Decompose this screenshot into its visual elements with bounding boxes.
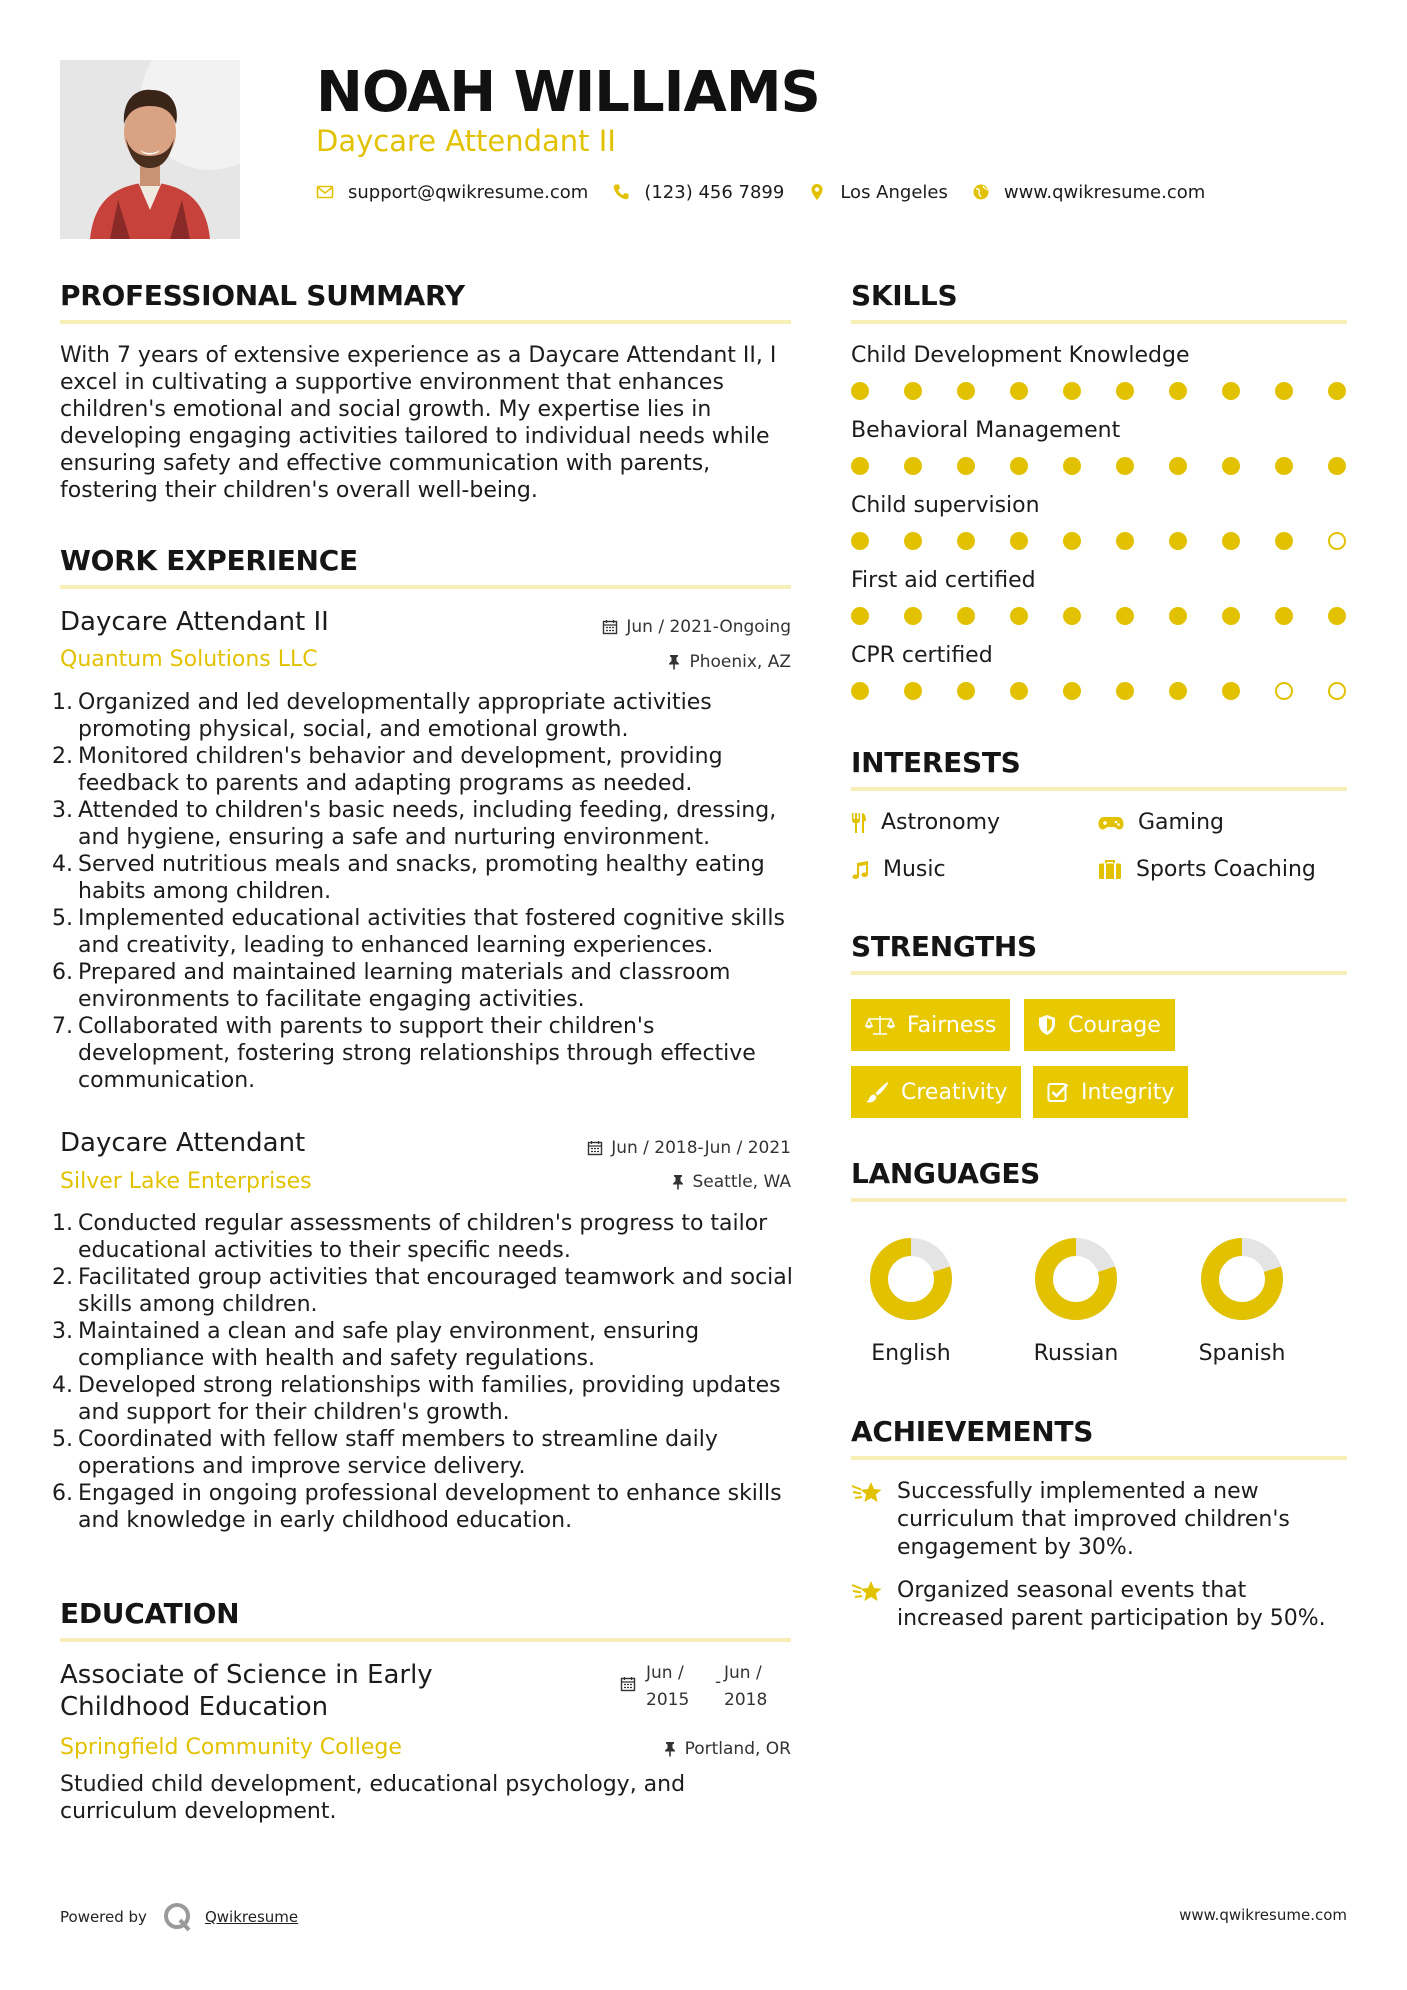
list-item: 6. Prepared and maintained learning materials and classroom environments to facilitate engaging activities. <box>52 960 731 1012</box>
rating-dot-filled <box>1275 532 1293 550</box>
profile-photo <box>60 60 240 239</box>
rating-dot-filled <box>1116 457 1134 475</box>
language-ring <box>868 1236 954 1322</box>
rating-dot-filled <box>1222 457 1240 475</box>
fork-knife-icon <box>851 812 867 834</box>
skill-rating <box>851 382 1351 400</box>
rating-dot-filled <box>1010 607 1028 625</box>
strength-chip: Integrity <box>1033 1066 1188 1118</box>
rating-dot-filled <box>1275 382 1293 400</box>
job-company: Quantum Solutions LLC <box>60 647 318 672</box>
skill-name: Child Development Knowledge <box>851 343 1190 368</box>
list-item: 2. Monitored children's behavior and development, providing feedback to parents and adapting programs as needed. <box>52 744 723 796</box>
balance-scale-icon <box>865 1014 895 1036</box>
rating-dot-filled <box>851 682 869 700</box>
rating-dot-filled <box>1328 607 1346 625</box>
rating-dot-filled <box>1116 682 1134 700</box>
rating-dot-filled <box>957 457 975 475</box>
achievement-item: Successfully implemented a new curriculum that improved children's engagement by 30%. <box>851 1478 1351 1562</box>
rating-dot-filled <box>904 457 922 475</box>
experience-heading: WORK EXPERIENCE <box>60 544 358 577</box>
rating-dot-filled <box>957 682 975 700</box>
envelope-icon <box>316 183 334 201</box>
footer-brand-link[interactable]: Qwikresume <box>204 1908 299 1926</box>
rating-dot-filled <box>957 607 975 625</box>
list-item: 3. Attended to children's basic needs, including feeding, dressing, and hygiene, ensuring a safe and nurturing environment. <box>52 798 777 850</box>
globe-icon <box>972 183 990 201</box>
language-item: Spanish <box>1182 1236 1302 1368</box>
job-location-text: Phoenix, AZ <box>689 652 791 672</box>
rating-dot-filled <box>904 382 922 400</box>
footer-powered-by: Powered by Qwikresume <box>60 1900 298 1934</box>
rating-dot-filled <box>851 607 869 625</box>
list-item: 4. Developed strong relationships with families, providing updates and support for their children's growth. <box>52 1373 781 1425</box>
rating-dot-filled <box>1169 382 1187 400</box>
contact-bar <box>316 177 1229 207</box>
job-bullet-list <box>52 689 795 1094</box>
list-item: 6. Engaged in ongoing professional development to enhance skills and knowledge in early childhood education. <box>52 1481 782 1533</box>
list-item: 5. Implemented educational activities that fostered cognitive skills and creativity, leading to enhanced learning experiences. <box>52 906 785 958</box>
contact-email[interactable]: support@qwikresume.com <box>348 181 589 203</box>
rating-dot-filled <box>1063 532 1081 550</box>
job-location-text: Seattle, WA <box>692 1172 791 1192</box>
skill-name: CPR certified <box>851 643 993 668</box>
check-square-icon <box>1047 1081 1069 1103</box>
rating-dot-filled <box>851 382 869 400</box>
language-ring <box>1199 1236 1285 1322</box>
language-ring <box>1033 1236 1119 1322</box>
strength-chip: Creativity <box>851 1066 1021 1118</box>
footer-website[interactable]: www.qwikresume.com <box>1179 1906 1347 1924</box>
rating-dot-filled <box>1169 607 1187 625</box>
education-divider <box>60 1638 791 1642</box>
skill-name: First aid certified <box>851 568 1036 593</box>
interest-item: Sports Coaching <box>1098 856 1316 884</box>
contact-website[interactable]: www.qwikresume.com <box>1003 181 1206 203</box>
education-start-date: Jun / 2015 <box>646 1663 690 1710</box>
calendar-icon <box>602 619 618 635</box>
rating-dot-filled <box>851 532 869 550</box>
rating-dot-empty <box>1328 532 1346 550</box>
list-item: 2. Facilitated group activities that encouraged teamwork and social skills among children. <box>52 1265 793 1317</box>
achievements-heading: ACHIEVEMENTS <box>851 1415 1094 1448</box>
rating-dot-filled <box>851 457 869 475</box>
rating-dot-filled <box>1116 532 1134 550</box>
rating-dot-empty <box>1275 682 1293 700</box>
strength-chip: Fairness <box>851 999 1010 1051</box>
education-school: Springfield Community College <box>60 1735 402 1760</box>
paintbrush-icon <box>865 1081 889 1103</box>
pushpin-icon <box>671 1174 685 1190</box>
candidate-title: Daycare Attendant II <box>316 124 616 158</box>
rating-dot-filled <box>1116 607 1134 625</box>
list-item: 4. Served nutritious meals and snacks, promoting healthy eating habits among children. <box>52 852 765 904</box>
list-item: 3. Maintained a clean and safe play environment, ensuring compliance with health and safety regulations. <box>52 1319 700 1371</box>
rating-dot-filled <box>1275 607 1293 625</box>
rating-dot-filled <box>904 532 922 550</box>
qwikresume-logo-icon <box>161 1900 195 1934</box>
job-location <box>671 1171 792 1193</box>
skills-heading: SKILLS <box>851 279 958 312</box>
shooting-star-icon <box>851 1579 883 1605</box>
rating-dot-filled <box>1328 382 1346 400</box>
job-date <box>602 616 791 638</box>
skill-rating <box>851 457 1351 475</box>
list-item: 1. Conducted regular assessments of children's progress to tailor educational activities to their specific needs. <box>52 1211 768 1263</box>
rating-dot-filled <box>1010 382 1028 400</box>
language-item: Russian <box>1016 1236 1136 1368</box>
education-degree: Associate of Science in Early Childhood Education <box>60 1660 433 1722</box>
job-title: Daycare Attendant <box>60 1128 306 1158</box>
list-item: 7. Collaborated with parents to support their children's development, fostering strong relationships through effective communication. <box>52 1014 756 1093</box>
rating-dot-filled <box>957 532 975 550</box>
list-item: 1. Organized and led developmentally appropriate activities promoting physical, social, and emotional growth. <box>52 690 712 742</box>
rating-dot-filled <box>1010 457 1028 475</box>
calendar-icon <box>620 1676 636 1692</box>
skill-rating <box>851 532 1351 550</box>
education-date-dash: - <box>715 1672 722 1692</box>
rating-dot-filled <box>904 607 922 625</box>
skills-divider <box>851 320 1347 324</box>
rating-dot-filled <box>1275 457 1293 475</box>
rating-dot-filled <box>1010 532 1028 550</box>
rating-dot-filled <box>1063 607 1081 625</box>
interest-item: Gaming <box>1098 809 1224 837</box>
languages-divider <box>851 1198 1347 1202</box>
skill-name: Behavioral Management <box>851 418 1121 443</box>
education-description: Studied child development, educational psychology, and curriculum development. <box>60 1772 686 1824</box>
gamepad-icon <box>1098 815 1124 831</box>
achievements-divider <box>851 1456 1347 1460</box>
summary-heading: PROFESSIONAL SUMMARY <box>60 279 465 312</box>
education-heading: EDUCATION <box>60 1597 240 1630</box>
achievement-item: Organized seasonal events that increased parent participation by 50%. <box>851 1577 1351 1633</box>
rating-dot-filled <box>1222 382 1240 400</box>
rating-dot-filled <box>1169 532 1187 550</box>
rating-dot-empty <box>1328 682 1346 700</box>
summary-text: With 7 years of extensive experience as a Daycare Attendant II, I excel in cultivating a supportive environment that enhances children's emotional and social growth. My expertise lies in developing engaging activities tailored to individual needs while ensuring safety and effective communication with parents, fostering their children's overall well-being. <box>60 343 777 503</box>
rating-dot-filled <box>1063 457 1081 475</box>
job-location <box>667 651 791 673</box>
contact-phone[interactable]: (123) 456 7899 <box>644 181 785 203</box>
interest-item: Music <box>851 856 946 884</box>
rating-dot-filled <box>1328 457 1346 475</box>
education-end-date: Jun / 2018 <box>724 1663 768 1710</box>
languages-heading: LANGUAGES <box>851 1157 1041 1190</box>
rating-dot-filled <box>1063 682 1081 700</box>
job-bullet-list <box>52 1210 795 1534</box>
shooting-star-icon <box>851 1480 883 1506</box>
education-date-icon-wrap <box>620 1676 636 1696</box>
job-date-text: Jun / 2021-Ongoing <box>626 617 791 637</box>
contact-location: Los Angeles <box>840 181 948 203</box>
skill-rating <box>851 682 1351 700</box>
rating-dot-filled <box>957 382 975 400</box>
pushpin-icon <box>663 1741 677 1757</box>
profile-photo-image <box>60 60 240 239</box>
job-date <box>587 1137 791 1159</box>
language-item: English <box>851 1236 971 1368</box>
pushpin-icon <box>667 654 681 670</box>
summary-divider <box>60 320 791 324</box>
strength-chip: Courage <box>1024 999 1175 1051</box>
job-company: Silver Lake Enterprises <box>60 1169 312 1194</box>
job-date-text: Jun / 2018-Jun / 2021 <box>611 1138 791 1158</box>
phone-icon <box>612 183 630 201</box>
experience-divider <box>60 585 791 589</box>
calendar-icon <box>587 1140 603 1156</box>
rating-dot-filled <box>904 682 922 700</box>
rating-dot-filled <box>1222 532 1240 550</box>
rating-dot-filled <box>1222 607 1240 625</box>
interest-item: Astronomy <box>851 809 1000 837</box>
skill-rating <box>851 607 1351 625</box>
candidate-name: NOAH WILLIAMS <box>316 60 820 125</box>
rating-dot-filled <box>1169 457 1187 475</box>
briefcase-icon <box>1098 860 1122 880</box>
interests-heading: INTERESTS <box>851 746 1021 779</box>
skill-name: Child supervision <box>851 493 1040 518</box>
rating-dot-filled <box>1116 382 1134 400</box>
strengths-heading: STRENGTHS <box>851 930 1037 963</box>
job-title: Daycare Attendant II <box>60 607 329 637</box>
rating-dot-filled <box>1222 682 1240 700</box>
rating-dot-filled <box>1010 682 1028 700</box>
music-note-icon <box>851 860 869 880</box>
rating-dot-filled <box>1063 382 1081 400</box>
strengths-divider <box>851 971 1347 975</box>
shield-icon <box>1038 1014 1056 1036</box>
education-location: Portland, OR <box>663 1738 791 1760</box>
map-pin-icon <box>808 183 826 201</box>
interests-divider <box>851 787 1347 791</box>
rating-dot-filled <box>1169 682 1187 700</box>
list-item: 5. Coordinated with fellow staff members to streamline daily operations and improve service delivery. <box>52 1427 718 1479</box>
